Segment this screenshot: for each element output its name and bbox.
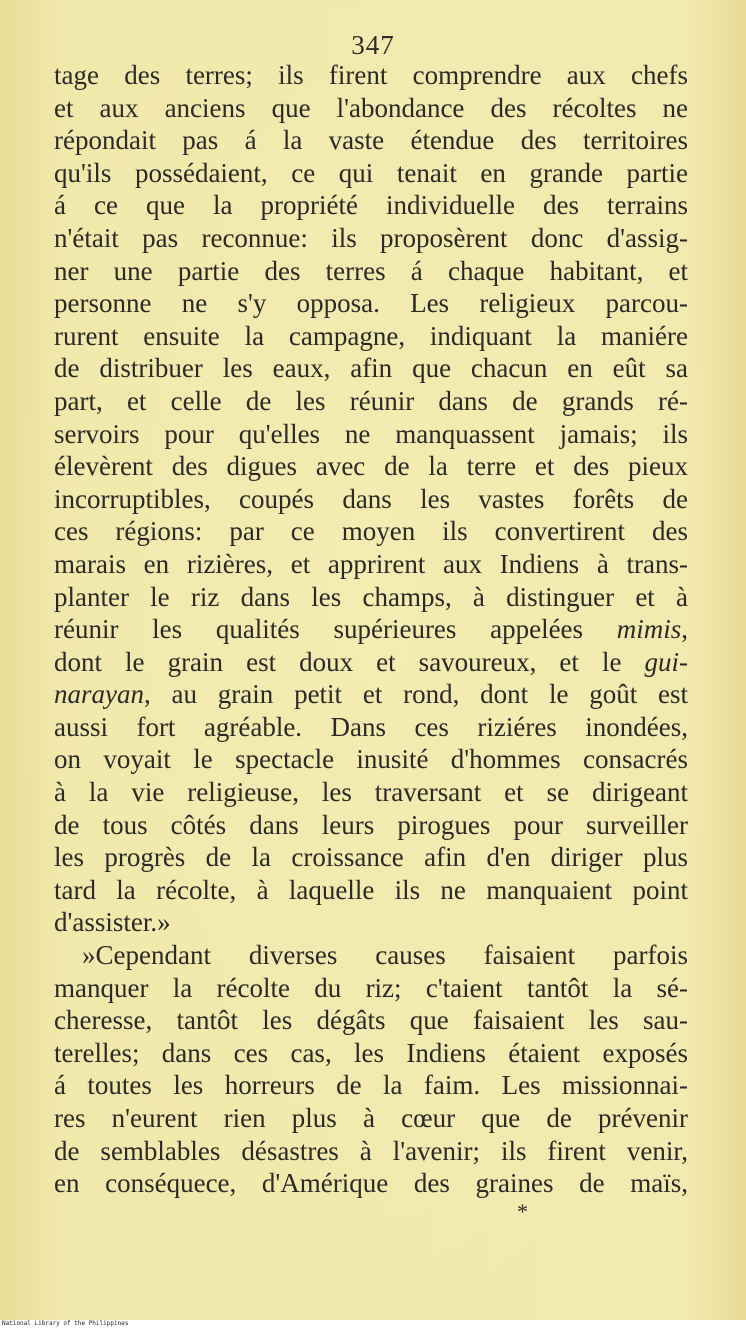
text-line: part, et celle de les réunir dans de grands ré-: [54, 385, 688, 416]
signature-mark: *: [517, 1199, 528, 1224]
text-line: et aux anciens que l'abondance des récoltes ne: [54, 92, 688, 123]
text-line: incorruptibles, coupés dans les vastes forêts de: [54, 483, 688, 514]
text-line: élevèrent des digues avec de la terre et des pieux: [54, 451, 688, 482]
text-line: [54, 613, 688, 646]
text-line: marais en rizières, et apprirent aux Indiens à trans-: [54, 548, 688, 579]
text-line: cheresse, tantôt les dégâts que faisaient les sau-: [54, 1005, 688, 1036]
text-line: »Cependant diverses causes faisaient parfois: [82, 940, 688, 971]
text-line: on voyait le spectacle inusité d'hommes consacrés: [54, 744, 688, 775]
text-span: dont le grain est doux et savoureux, et le: [54, 646, 645, 677]
text-line: terelles; dans ces cas, les Indiens étaient exposés: [54, 1037, 688, 1068]
page-number: 347: [351, 30, 395, 60]
text-line: à la vie religieuse, les traversant et se dirigeant: [54, 777, 688, 808]
text-line: manquer la récolte du riz; c'taient tantôt la sé-: [54, 972, 688, 1003]
text-line: planter le riz dans les champs, à distinguer et à: [54, 581, 688, 612]
text-line: en conséquece, d'Amérique des graines de maïs,: [54, 1168, 688, 1199]
text-line: [54, 678, 688, 711]
text-line: res n'eurent rien plus à cœur que de prévenir: [54, 1103, 688, 1133]
text-line: tard la récolte, à laquelle ils ne manquaient point: [54, 874, 688, 905]
text-line: de distribuer les eaux, afin que chacun en eût sa: [54, 353, 688, 384]
text-line: les progrès de la croissance afin d'en diriger plus: [54, 842, 688, 873]
text-line: rurent ensuite la campagne, indiquant la maniére: [54, 320, 688, 351]
text-span: , au grain petit et rond, dont le goût est: [144, 679, 688, 710]
text-line: n'était pas reconnue: ils proposèrent donc d'assig-: [54, 222, 688, 253]
text-line: á ce que la propriété individuelle des terrains: [54, 190, 688, 221]
text-line: aussi fort agréable. Dans ces riziéres inondées,: [54, 711, 688, 742]
text-line: [54, 646, 688, 679]
text-line: de tous côtés dans leurs pirogues pour surveiller: [54, 809, 688, 840]
text-line: tage des terres; ils firent comprendre aux chefs: [54, 60, 688, 90]
text-line: á toutes les horreurs de la faim. Les missionnai-: [54, 1070, 688, 1101]
text-line: de semblables désastres à l'avenir; ils firent venir,: [54, 1135, 688, 1166]
italic-term: narayan: [54, 679, 144, 710]
library-watermark: National Library of the Philippines: [0, 1320, 746, 1328]
text-line: répondait pas á la vaste étendue des territoires: [54, 125, 688, 156]
text-span: ,: [681, 614, 688, 645]
text-line: servoirs pour qu'elles ne manquassent jamais; ils: [54, 418, 688, 449]
body-text: [54, 59, 688, 1200]
text-line: ces régions: par ce moyen ils convertirent des: [54, 516, 688, 547]
text-line: ner une partie des terres á chaque habitant, et: [54, 255, 688, 286]
text-line: qu'ils possédaient, ce qui tenait en grande partie: [54, 157, 688, 188]
italic-term: gui-: [644, 646, 688, 677]
text-line: personne ne s'y opposa. Les religieux parcou-: [54, 288, 688, 319]
italic-term: mimis: [616, 614, 682, 645]
text-span: réunir les qualités supérieures appelées: [54, 614, 617, 645]
text-line: d'assister.»: [54, 907, 171, 938]
